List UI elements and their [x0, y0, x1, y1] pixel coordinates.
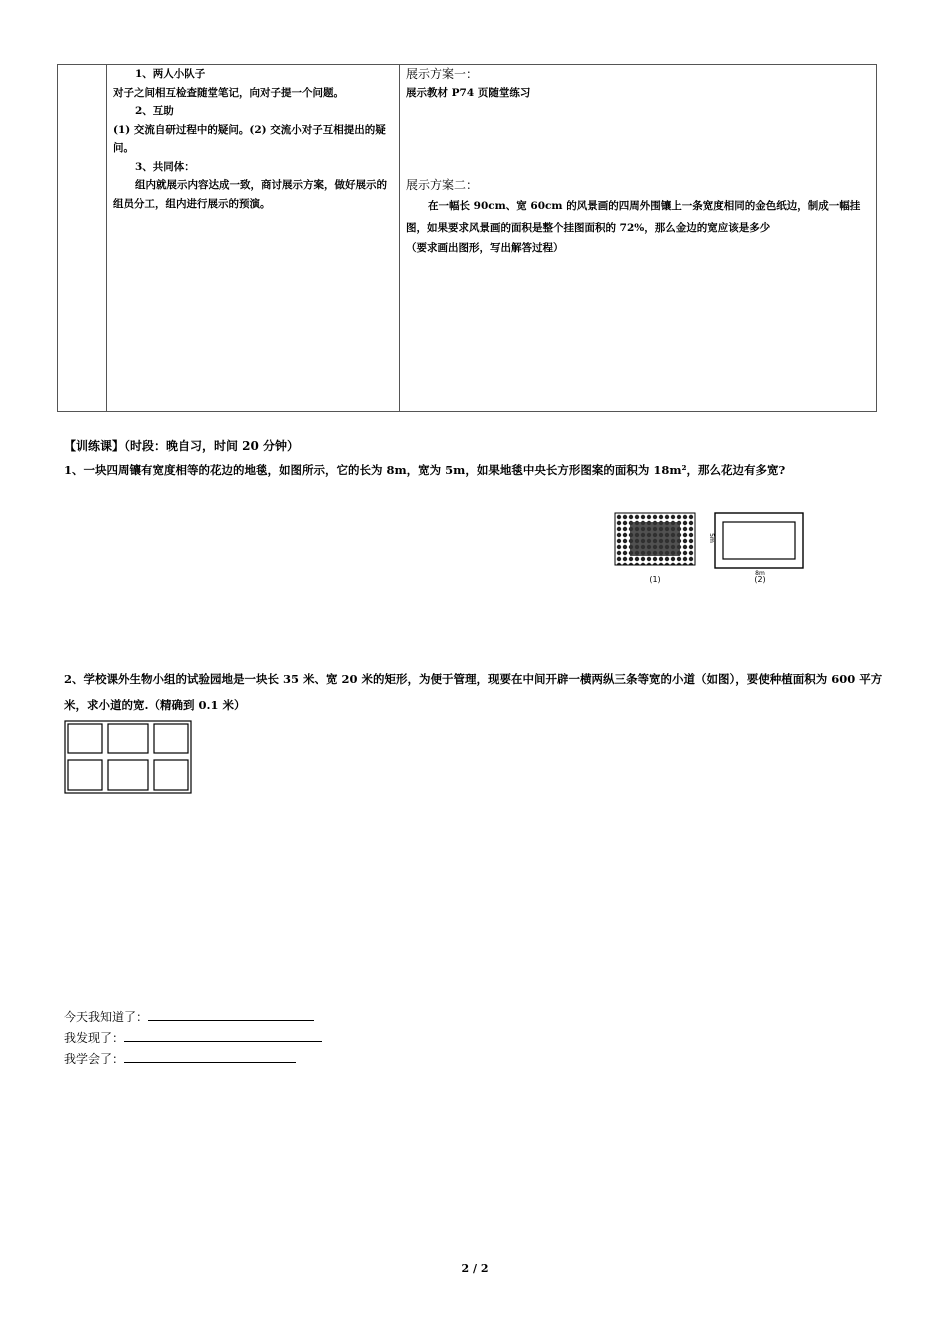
page-number: 2 / 2	[461, 1262, 489, 1275]
summary-line-1	[64, 1006, 314, 1028]
carpet-figure	[610, 508, 810, 588]
plan2-body: 在一幅长 90cm、宽 60cm 的风景画的四周外围镶上一条宽度相同的金色纸边，制成一幅挂图，如果要求风景画的面积是整个挂图面积的 72%，那么金边的宽应该是多少	[406, 199, 861, 234]
garden-outer-rect	[65, 721, 191, 793]
garden-plot	[108, 760, 148, 790]
summary-label-3: 我学会了：	[64, 1052, 125, 1066]
plan1-body: 展示教材 P74 页随堂练习	[406, 86, 531, 99]
summary-line-3	[64, 1048, 296, 1070]
question-2: 2、学校课外生物小组的试验园地是一块长 35 米、宽 20 米的矩形，为便于管理，现要在中间开辟一横两纵三条等宽的小道（如图），要使种植面积为 600 平方米，求小道的宽.（精确到 0.1 米）	[64, 672, 883, 712]
plan2-title: 展示方案二：	[406, 178, 479, 192]
summary-label-1: 今天我知道了：	[64, 1010, 149, 1024]
item2-title: 2、互助	[135, 105, 174, 117]
carpet-center-pattern	[630, 522, 680, 556]
carpet-inner-rect	[723, 522, 795, 559]
garden-plot	[68, 724, 102, 753]
garden-plot	[68, 760, 102, 790]
item2-body: (1) 交流自研过程中的疑问。(2) 交流小对子互相提出的疑问。	[113, 123, 386, 154]
plan2-note: （要求画出图形，写出解答过程）	[406, 241, 564, 254]
summary-label-2: 我发现了：	[64, 1031, 125, 1045]
item1-body: 对子之间相互检查随堂笔记，向对子提一个问题。	[113, 86, 344, 99]
table-left-cell	[107, 65, 400, 412]
plan1-title: 展示方案一：	[406, 67, 479, 81]
fig-dim-width: 8m	[755, 570, 765, 577]
fig-label-1: (1)	[649, 575, 661, 584]
garden-plot	[154, 724, 188, 753]
carpet-outer-rect	[715, 513, 803, 568]
item3-title: 3、共同体：	[135, 160, 195, 173]
item1-title: 1、两人小队子	[135, 68, 206, 80]
training-heading: 【训练课】（时段：晚自习，时间 20 分钟）	[64, 439, 300, 453]
table-right-cell	[400, 65, 877, 412]
question-1: 1、一块四周镶有宽度相等的花边的地毯，如图所示，它的长为 8m，宽为 5m，如果地毯中央长方形图案的面积为 18m²，那么花边有多宽?	[64, 463, 786, 477]
garden-plot	[108, 724, 148, 753]
fig-label-2: (2)	[754, 575, 766, 584]
fig-dim-height: 5m	[708, 533, 715, 543]
garden-plot	[154, 760, 188, 790]
summary-line-2	[64, 1027, 322, 1049]
table-blank-cell	[58, 65, 107, 412]
garden-figure	[64, 720, 194, 796]
activity-table	[57, 64, 877, 412]
summary-blank-3[interactable]	[124, 1048, 296, 1063]
summary-blank-1[interactable]	[148, 1006, 314, 1021]
item3-body: 组内就展示内容达成一致，商讨展示方案，做好展示的组员分工，组内进行展示的预演。	[113, 179, 387, 210]
summary-blank-2[interactable]	[124, 1027, 322, 1042]
